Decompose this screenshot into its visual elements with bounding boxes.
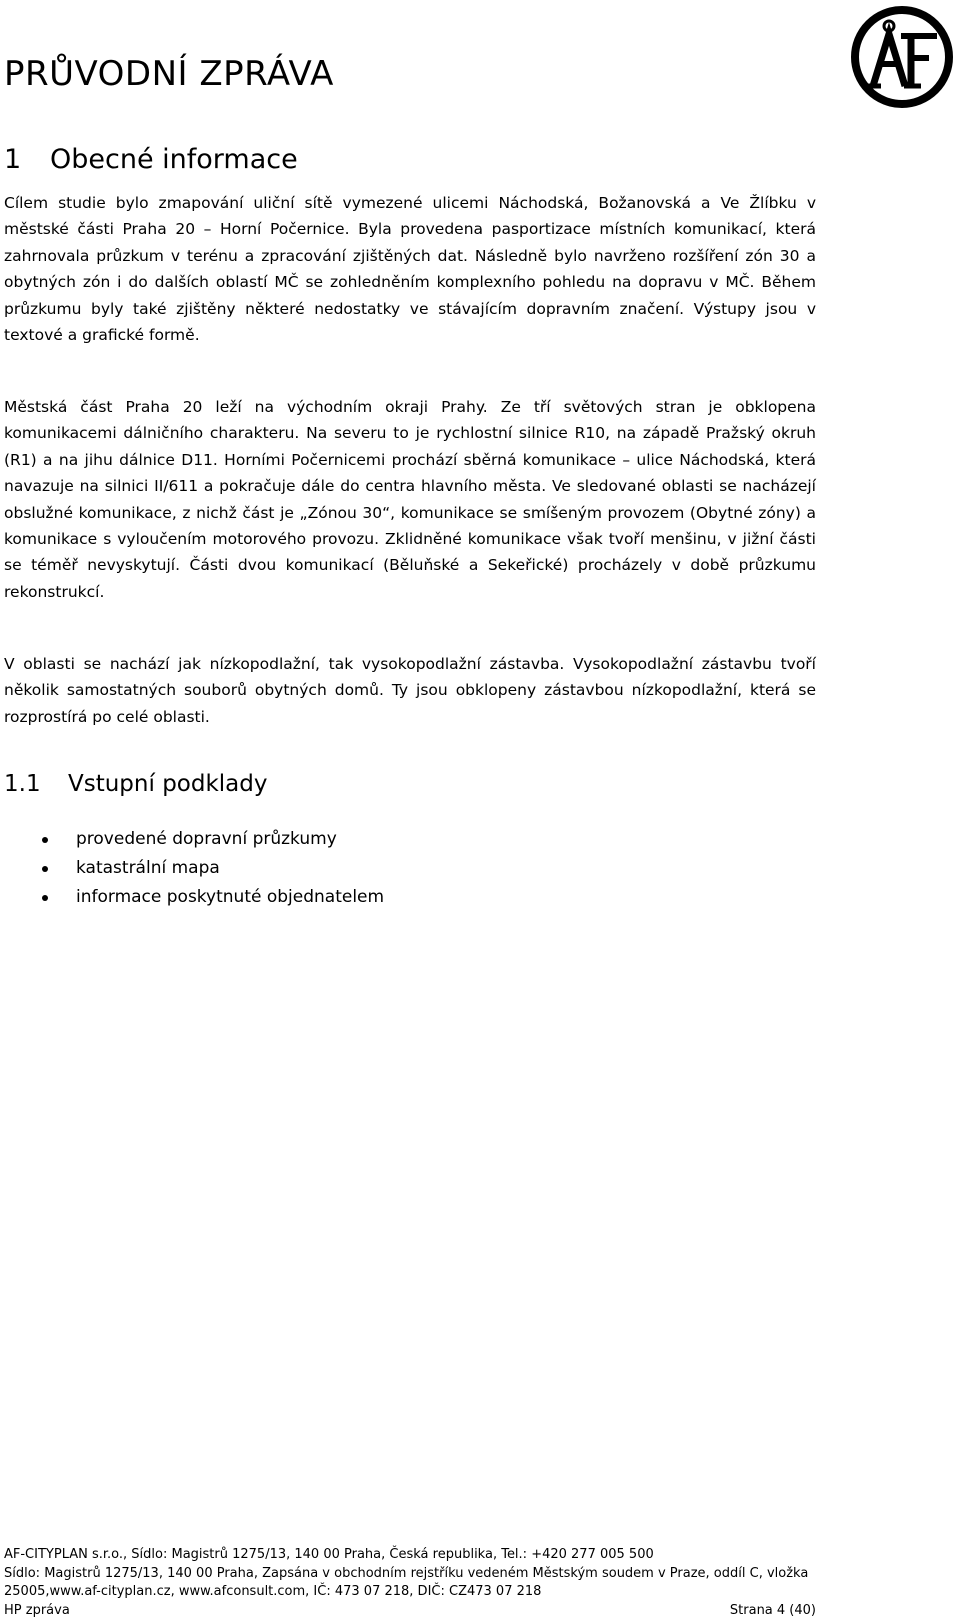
subsection-number: 1.1 xyxy=(4,771,41,797)
paragraph: V oblasti se nachází jak nízkopodlažní, tak vysokopodlažní zástavba. Vysokopodlažní zástavbu tvoří několik samostatných souborů obytných domů. Ty jsou obklopeny zástavbou nízkopodlažní, která se rozprostírá po celé oblasti. xyxy=(4,655,816,726)
list-item xyxy=(4,825,384,854)
footer-company-line: AF-CITYPLAN s.r.o., Sídlo: Magistrů 1275/13, 140 00 Praha, Česká republika, Tel.: +420 277 005 500 xyxy=(4,1547,654,1562)
subsection-heading xyxy=(4,768,267,800)
page-title: PRŮVODNÍ ZPRÁVA xyxy=(4,54,334,94)
section-heading xyxy=(4,142,298,178)
page-footer xyxy=(4,1546,816,1620)
list-item-text: informace poskytnuté objednatelem xyxy=(76,887,385,907)
section-title: Obecné informace xyxy=(50,144,298,175)
footer-contact-line: 25005,www.af-cityplan.cz, www.afconsult.com, IČ: 473 07 218, DIČ: CZ473 07 218 xyxy=(4,1584,542,1599)
list-item xyxy=(4,854,384,883)
list-item-text: provedené dopravní průzkumy xyxy=(76,829,337,849)
list-item-text: katastrální mapa xyxy=(76,858,220,878)
bullet-icon xyxy=(42,837,48,843)
subsection-title: Vstupní podklady xyxy=(68,771,268,797)
footer-page-number: Strana 4 (40) xyxy=(729,1602,816,1618)
paragraph: Městská část Praha 20 leží na východním okraji Prahy. Ze tří světových stran je obklopena komunikacemi dálničního charakteru. Na severu to je rychlostní silnice R10, na západě Pražský okruh (R1) a na jihu dálnice D11. Horními Počernicemi prochází sběrná komunikace – ulice Náchodská, která navazuje na silnici II/611 a pokračuje dále do centra hlavního města. Ve sledované oblasti se nacházejí obslužné komunikace, z nichž část je „Zónou 30“, komunikace se smíšeným provozem (Obytné zóny) a komunikace s vyloučením motorového provozu. Zklidněné komunikace však tvoří menšinu, v jižní části se téměř nevyskytují. Části dvou komunikací (Běluňské a Sekeřické) procházely v době průzkumu rekonstrukcí. xyxy=(4,398,816,601)
company-logo-icon xyxy=(849,4,955,110)
input-sources-list xyxy=(4,825,384,912)
list-item xyxy=(4,883,384,912)
footer-bottom-row xyxy=(4,1602,816,1621)
bullet-icon xyxy=(42,895,48,901)
footer-document-name: HP zpráva xyxy=(4,1602,70,1618)
bullet-icon xyxy=(42,866,48,872)
footer-registry-line: Sídlo: Magistrů 1275/13, 140 00 Praha, Zapsána v obchodním rejstříku vedeném Městským soudem v Praze, oddíl C, vložka xyxy=(4,1565,809,1581)
section-number: 1 xyxy=(4,144,22,175)
paragraph: Cílem studie bylo zmapování uliční sítě vymezené ulicemi Náchodská, Božanovská a Ve Žlíbku v městské části Praha 20 – Horní Počernice. Byla provedena pasportizace místních komunikací, která zahrnovala průzkum v terénu a zpracování zjištěných dat. Následně bylo navrženo rozšíření zón 30 a obytných zón i do dalších oblastí MČ se zohledněním komplexního pohledu na dopravu v MČ. Během průzkumu byly také zjištěny některé nedostatky ve stávajícím dopravním značení. Výstupy jsou v textové a grafické formě. xyxy=(4,194,816,345)
